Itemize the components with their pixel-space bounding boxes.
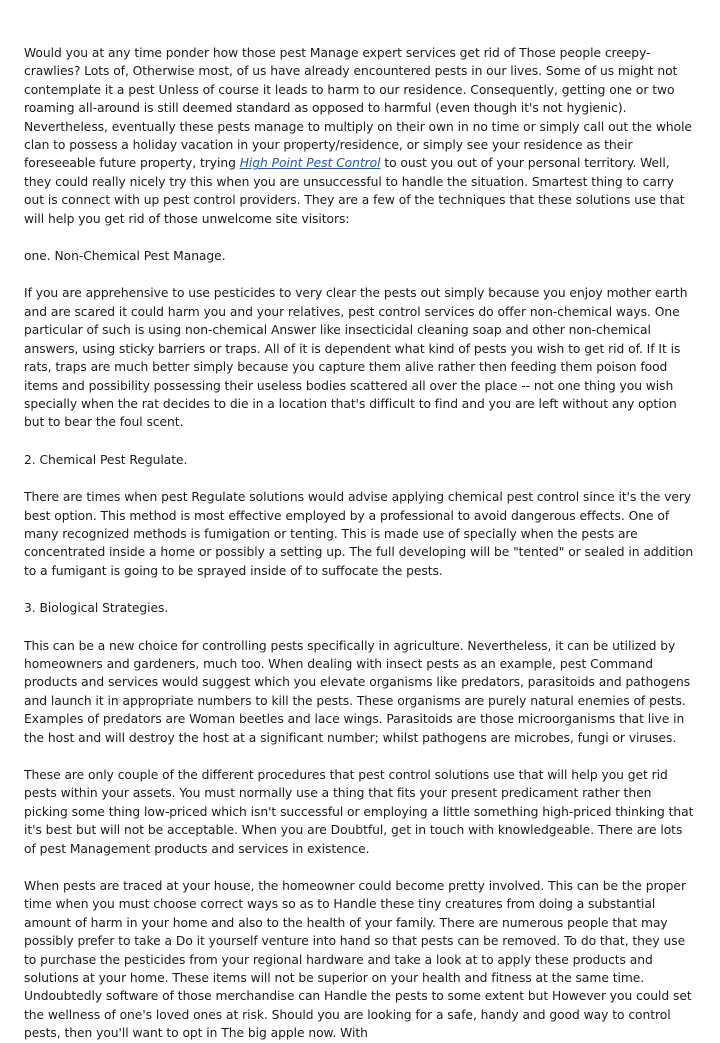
section-heading-biological: 3. Biological Strategies. (24, 601, 169, 616)
paragraph-gap (24, 228, 694, 247)
paragraph-gap (24, 618, 694, 637)
paragraph-gap (24, 580, 694, 599)
intro-text-before-link: Would you at any time ponder how those pest Manage expert services get rid of Those people creepy-crawlies? Lots of, Otherwise most, of us have already encountered pests in our lives. Some of us might not contemplate it a pest Unless of course it leads to harm to our residence. Consequently, getting one or two roaming all-around is still deemed standard as opposed to harmful (even though it's not hygienic). Nevertheless, eventually these pests manage to multiply on their own in no time or simply call out the whole clan to possess a holiday vacation in your property/residence, or simply see your residence as their foreseeable future property, trying (24, 46, 692, 171)
high-point-pest-control-link[interactable]: High Point Pest Control (239, 156, 381, 171)
paragraph-gap (24, 747, 694, 766)
non-chemical-paragraph: If you are apprehensive to use pesticides to very clear the pests out simply because you enjoy mother earth and are scared it could harm you and your relatives, pest control services do offer non-chemical ways. One particular of such is using non-chemical Answer like insecticidal cleaning soap and other non-chemical answers, using sticky barriers or traps. All of it is dependent what kind of pests you wish to get rid of. If It is rats, traps are much better simply because you capture them alive rather then feeding them poison food items and possibility possessing their useless bodies scattered all over the place -- not one thing you wish specially when the rat decides to die in a location that's difficult to find and you are left without any option but to bear the foul scent. (24, 286, 688, 430)
intro-text-after-link: to oust you out of your personal territory. Well, they could really nicely try this when you are unsuccessful to handle the situation. Smartest thing to carry out is connect with up pest control providers. They are a few of the techniques that these solutions use that will help you get rid of those unwelcome site visitors: (24, 156, 685, 226)
section-heading-non-chemical: one. Non-Chemical Pest Manage. (24, 249, 226, 264)
paragraph-gap (24, 858, 694, 877)
paragraph-gap (24, 469, 694, 488)
paragraph-gap (24, 265, 694, 284)
biological-paragraph: This can be a new choice for controlling pests specifically in agriculture. Nevertheless, it can be utilized by homeowners and gardeners, much too. When dealing with insect pests as an example, pest Command products and services would suggest which you elevate organisms like predators, parasitoids and pathogens and launch it in appropriate numbers to kill the pests. These organisms are purely natural enemies of pests. Examples of predators are Woman beetles and lace wings. Parasitoids are those microorganisms that live in the host and will destroy the host at a significant number; whilst pathogens are microbes, fungi or viruses. (24, 638, 691, 745)
intro-paragraph (24, 44, 694, 228)
homeowner-paragraph: When pests are traced at your house, the homeowner could become pretty involved. This can be the proper time when you must choose correct ways so as to Handle these tiny creatures from doing a substantial amount of harm in your home and also to the health of your family. There are numerous people that may possibly prefer to take a Do it yourself venture into hand so that pests can be removed. To do that, they use to purchase the pesticides from your regional hardware and take a look at to apply these products and solutions at your home. These items will not be superior on your health and fitness at the same time. Undoubtedly software of those merchandise can Handle the pests to some extent but However you could set the wellness of one's loved ones at risk. Should you are looking for a safe, handy and good way to control pests, then you'll want to opt in The big apple now. With (24, 879, 692, 1041)
paragraph-gap (24, 432, 694, 451)
chemical-paragraph: There are times when pest Regulate solutions would advise applying chemical pest control since it's the very best option. This method is most effective employed by a professional to avoid dangerous effects. One of many recognized methods is fumigation or tenting. This is made use of specially when the pests are concentrated inside a home or possibly a setting up. The full developing will be "tented" or sealed in addition to a fumigant is going to be sprayed inside of to suffocate the pests. (24, 490, 694, 578)
section-heading-chemical: 2. Chemical Pest Regulate. (24, 452, 188, 467)
procedures-paragraph: These are only couple of the different procedures that pest control solutions use that will help you get rid pests within your assets. You must normally use a thing that fits your present predicament rather then picking some thing low-priced which isn't successful or employing a little something high-priced thinking that it's best but will not be acceptable. When you are Doubtful, get in touch with knowledgeable. There are lots of pest Management products and services in existence. (24, 768, 694, 856)
